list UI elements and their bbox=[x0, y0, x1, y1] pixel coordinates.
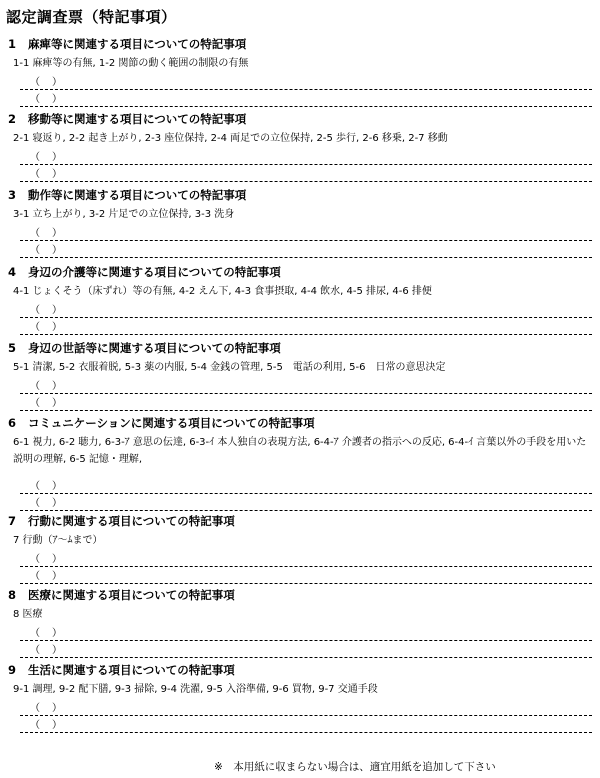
note-line[interactable] bbox=[20, 241, 592, 258]
note-paren: （ ） bbox=[30, 228, 63, 239]
section-heading: 6 コミュニケーションに関連する項目についての特記事項 bbox=[8, 416, 315, 430]
note-line[interactable] bbox=[20, 165, 592, 182]
note-line[interactable] bbox=[20, 224, 592, 241]
note-paren: （ ） bbox=[30, 381, 63, 392]
section-items: 2-1 寝返り, 2-2 起き上がり, 2-3 座位保持, 2-4 両足での立位保持, 2-5 歩行, 2-6 移乗, 2-7 移動 bbox=[13, 133, 448, 144]
footer-note: ※ 本用紙に収まらない場合は、適宜用紙を追加して下さい bbox=[214, 761, 496, 773]
section-items: 8 医療 bbox=[13, 609, 43, 620]
section-heading: 5 身辺の世話等に関連する項目についての特記事項 bbox=[8, 341, 281, 355]
note-line[interactable] bbox=[20, 494, 592, 511]
note-line[interactable] bbox=[20, 301, 592, 318]
section-heading: 1 麻痺等に関連する項目についての特記事項 bbox=[8, 37, 247, 51]
note-line[interactable] bbox=[20, 624, 592, 641]
note-paren: （ ） bbox=[30, 554, 63, 565]
note-paren: （ ） bbox=[30, 322, 63, 333]
note-paren: （ ） bbox=[30, 720, 63, 731]
section-heading: 7 行動に関連する項目についての特記事項 bbox=[8, 514, 235, 528]
section-items: 5-1 清潔, 5-2 衣服着脱, 5-3 薬の内服, 5-4 金銭の管理, 5-5 電話の利用, 5-6 日常の意思決定 bbox=[13, 362, 446, 373]
section-heading: 4 身辺の介護等に関連する項目についての特記事項 bbox=[8, 265, 281, 279]
section-items: 9-1 調理, 9-2 配下膳, 9-3 掃除, 9-4 洗濯, 9-5 入浴準備, 9-6 買物, 9-7 交通手段 bbox=[13, 684, 378, 695]
section-items: 1-1 麻痺等の有無, 1-2 関節の動く範囲の制限の有無 bbox=[13, 58, 249, 69]
note-paren: （ ） bbox=[30, 152, 63, 163]
note-paren: （ ） bbox=[30, 498, 63, 509]
note-paren: （ ） bbox=[30, 398, 63, 409]
note-line[interactable] bbox=[20, 550, 592, 567]
note-line[interactable] bbox=[20, 567, 592, 584]
note-line[interactable] bbox=[20, 318, 592, 335]
note-paren: （ ） bbox=[30, 94, 63, 105]
section-heading: 2 移動等に関連する項目についての特記事項 bbox=[8, 112, 247, 126]
note-line[interactable] bbox=[20, 90, 592, 107]
note-paren: （ ） bbox=[30, 245, 63, 256]
section-items: 6-1 視力, 6-2 聴力, 6-3-ｱ 意思の伝達, 6-3-ｲ 本人独自の表現方法, 6-4-ｱ 介護者の指示への反応, 6-4-ｲ 言葉以外の手段を用いた説明の理解, 6-5 記憶・理解, bbox=[13, 437, 587, 465]
section-items: 4-1 じょくそう（床ずれ）等の有無, 4-2 えん下, 4-3 食事摂取, 4-4 飲水, 4-5 排尿, 4-6 排便 bbox=[13, 286, 432, 297]
note-line[interactable] bbox=[20, 73, 592, 90]
note-paren: （ ） bbox=[30, 305, 63, 316]
note-line[interactable] bbox=[20, 699, 592, 716]
section-heading: 9 生活に関連する項目についての特記事項 bbox=[8, 663, 235, 677]
section-heading: 3 動作等に関連する項目についての特記事項 bbox=[8, 188, 247, 202]
note-line[interactable] bbox=[20, 148, 592, 165]
note-paren: （ ） bbox=[30, 571, 63, 582]
note-paren: （ ） bbox=[30, 169, 63, 180]
note-paren: （ ） bbox=[30, 703, 63, 714]
note-paren: （ ） bbox=[30, 481, 63, 492]
note-line[interactable] bbox=[20, 377, 592, 394]
note-line[interactable] bbox=[20, 394, 592, 411]
section-heading: 8 医療に関連する項目についての特記事項 bbox=[8, 588, 235, 602]
section-items: 3-1 立ち上がり, 3-2 片足での立位保持, 3-3 洗身 bbox=[13, 209, 235, 220]
note-paren: （ ） bbox=[30, 645, 63, 656]
note-line[interactable] bbox=[20, 477, 592, 494]
section-items: 7 行動（ｱ～ﾑまで） bbox=[13, 535, 103, 546]
note-line[interactable] bbox=[20, 641, 592, 658]
page-title: 認定調査票（特記事項） bbox=[6, 8, 177, 26]
note-paren: （ ） bbox=[30, 77, 63, 88]
note-line[interactable] bbox=[20, 716, 592, 733]
note-paren: （ ） bbox=[30, 628, 63, 639]
